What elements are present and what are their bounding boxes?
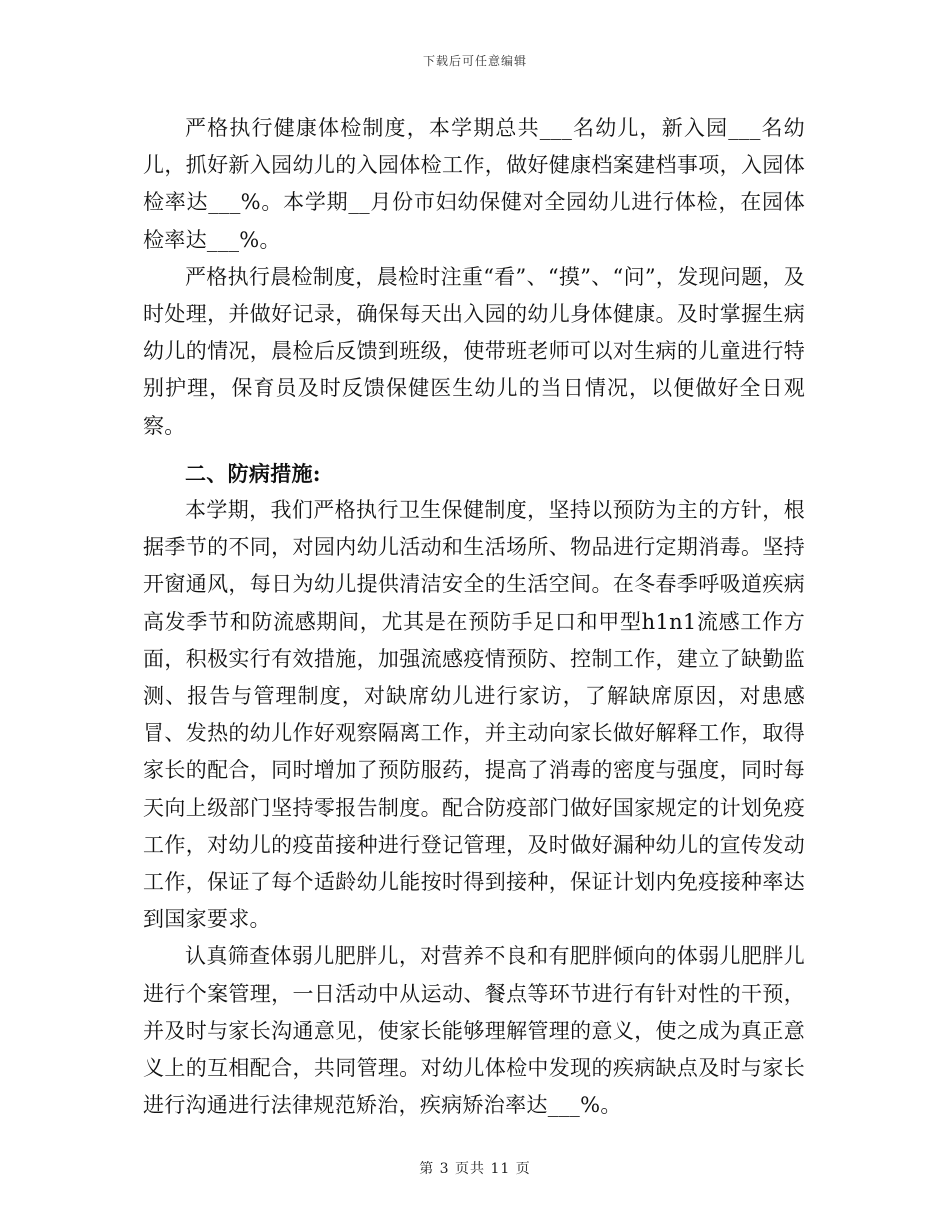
page-header: 下载后可任意编辑 xyxy=(422,54,527,68)
section-heading-disease-prevention: 二、防病措施: xyxy=(185,460,321,486)
paragraph-health-checkup: 严格执行健康体检制度，本学期总共___名幼儿，新入园___名幼儿，抓好新入园幼儿的入园体检工作，做好健康档案建档事项，入园体检率达___%。本学期__月份市妇幼保健对全园幼儿进行体检，在园体检率达___%。 xyxy=(143,116,805,252)
document-body xyxy=(143,110,805,1124)
paragraph-weak-obese-children: 认真筛查体弱儿肥胖儿，对营养不良和有肥胖倾向的体弱儿肥胖儿进行个案管理，一日活动中从运动、餐点等环节进行有针对性的干预，并及时与家长沟通意见，使家长能够理解管理的意义，使之成为真正意义上的互相配合，共同管理。对幼儿体检中发现的疾病缺点及时与家长进行沟通进行法律规范矫治，疾病矫治率达___%。 xyxy=(143,944,805,1118)
paragraph-prevention-measures: 本学期，我们严格执行卫生保健制度，坚持以预防为主的方针，根据季节的不同，对园内幼儿活动和生活场所、物品进行定期消毒。坚持开窗通风，每日为幼儿提供清洁安全的生活空间。在冬春季呼吸道疾病高发季节和防流感期间，尤其是在预防手足口和甲型h1n1流感工作方面，积极实行有效措施，加强流感疫情预防、控制工作，建立了缺勤监测、报告与管理制度，对缺席幼儿进行家访，了解缺席原因，对患感冒、发热的幼儿作好观察隔离工作，并主动向家长做好解释工作，取得家长的配合，同时增加了预防服药，提高了消毒的密度与强度，同时每天向上级部门坚持零报告制度。配合防疫部门做好国家规定的计划免疫工作，对幼儿的疫苗接种进行登记管理，及时做好漏种幼儿的宣传发动工作，保证了每个适龄幼儿能按时得到接种，保证计划内免疫接种率达到国家要求。 xyxy=(143,498,805,932)
page-footer: 第 3 页共 11 页 xyxy=(419,1161,531,1177)
paragraph-morning-check: 严格执行晨检制度，晨检时注重“看”、“摸”、“问”，发现问题，及时处理，并做好记录，确保每天出入园的幼儿身体健康。及时掌握生病幼儿的情况，晨检后反馈到班级，使带班老师可以对生病的儿童进行特别护理，保育员及时反馈保健医生幼儿的当日情况，以便做好全日观察。 xyxy=(143,264,806,438)
